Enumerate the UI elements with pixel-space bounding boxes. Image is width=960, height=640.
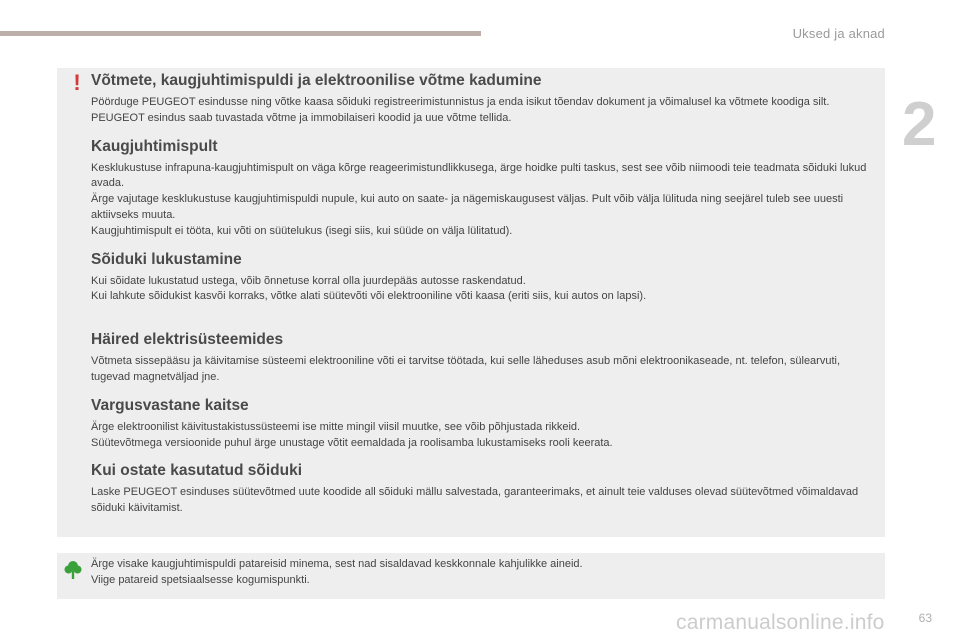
section-text: Võtmeta sissepääsu ja käivitamise süsteemi elektrooniline võti ei tarvitse töötada, kui selle läheduses asub mõni elektroonikaseade, nt. telefon, sülearvuti, tugevad magnetväljad jne.	[91, 355, 841, 383]
section-text: PEUGEOT esindus saab tuvastada võtme ja immobilaiseri koodid ja uue võtme tellida.	[91, 111, 512, 124]
section-text: Kaugjuhtimispult ei tööta, kui võti on süütelukus (isegi siis, kui süüde on välja lülitatud).	[91, 224, 513, 237]
chapter-number: 2	[902, 90, 937, 159]
section-text: Süütevõtmega versioonide puhul ärge unustage võtit eemaldada ja roolisamba lukustamiseks rooli keerata.	[91, 436, 613, 449]
section-title: Kui ostate kasutatud sõiduki	[91, 462, 303, 480]
section-text: Kui lahkute sõidukist kasvõi korraks, võtke alati süütevõti või elektrooniline võti kaasa (eriti siis, kui autos on lapsi).	[91, 290, 647, 303]
eco-text-line: Ärge visake kaugjuhtimispuldi patareisid minema, sest nad sisaldavad keskkonnale kahjulikke aineid.	[91, 558, 583, 570]
section-text: Pöörduge PEUGEOT esindusse ning võtke kaasa sõiduki registreerimistunnistus ja enda isikut tõendav dokument ja võimalusel ka võtmete koodiga silt.	[91, 96, 830, 108]
section-text: Laske PEUGEOT esinduses süütevõtmed uute koodide all sõiduki mällu salvestada, garanteerimaks, et ainult teie valduses olevad süütevõtmed võimaldavad sõiduki käivitamist.	[91, 486, 859, 515]
section-title: Vargusvastane kaitse	[91, 396, 249, 414]
exclamation-icon: !	[73, 70, 81, 95]
header-bar	[0, 31, 481, 36]
section-text: Kui sõidate lukustatud ustega, võib õnnetuse korral olla juurdepääs autosse raskendatud.	[91, 274, 526, 287]
section-vehicle-locking	[91, 249, 879, 306]
section-text: Kesklukustuse infrapuna-kaugjuhtimispult on väga kõrge reageerimistundlikkusega, ärge hoidke pulti taskus, sest see võib niimoodi teie teadmata sõiduki lukud avada.	[91, 161, 867, 190]
section-remote-control	[91, 136, 879, 240]
section-title: Sõiduki lukustamine	[91, 250, 242, 268]
watermark: carmanualsonline.info	[676, 611, 885, 634]
eco-note-text	[91, 557, 871, 589]
tree-icon	[64, 560, 82, 580]
section-electrical-interference	[91, 329, 879, 386]
section-anti-theft	[91, 395, 879, 452]
section-title: Häired elektrisüsteemides	[91, 331, 284, 349]
section-title: Kaugjuhtimispult	[91, 137, 218, 155]
section-lost-keys	[91, 70, 879, 127]
page-number: 63	[918, 611, 932, 625]
section-text: Ärge vajutage kesklukustuse kaugjuhtimispuldi nupule, kui auto on saate- ja nägemiskaugusest väljas. Pult võib välja lülituda ning seejärel tuleb see uuesti aktiivseks muuta.	[91, 193, 844, 221]
section-text: Ärge elektroonilist käivitustakistussüsteemi ise mitte mingil viisil muutke, see võib põhjustada rikkeid.	[91, 420, 581, 433]
chapter-title: Uksed ja aknad	[792, 26, 885, 41]
warning-content	[91, 70, 879, 526]
section-used-vehicle	[91, 460, 879, 517]
section-title: Võtmete, kaugjuhtimispuldi ja elektroonilise võtme kadumine	[91, 72, 542, 89]
eco-text-line: Viige patareid spetsiaalsesse kogumispunkti.	[91, 573, 310, 586]
